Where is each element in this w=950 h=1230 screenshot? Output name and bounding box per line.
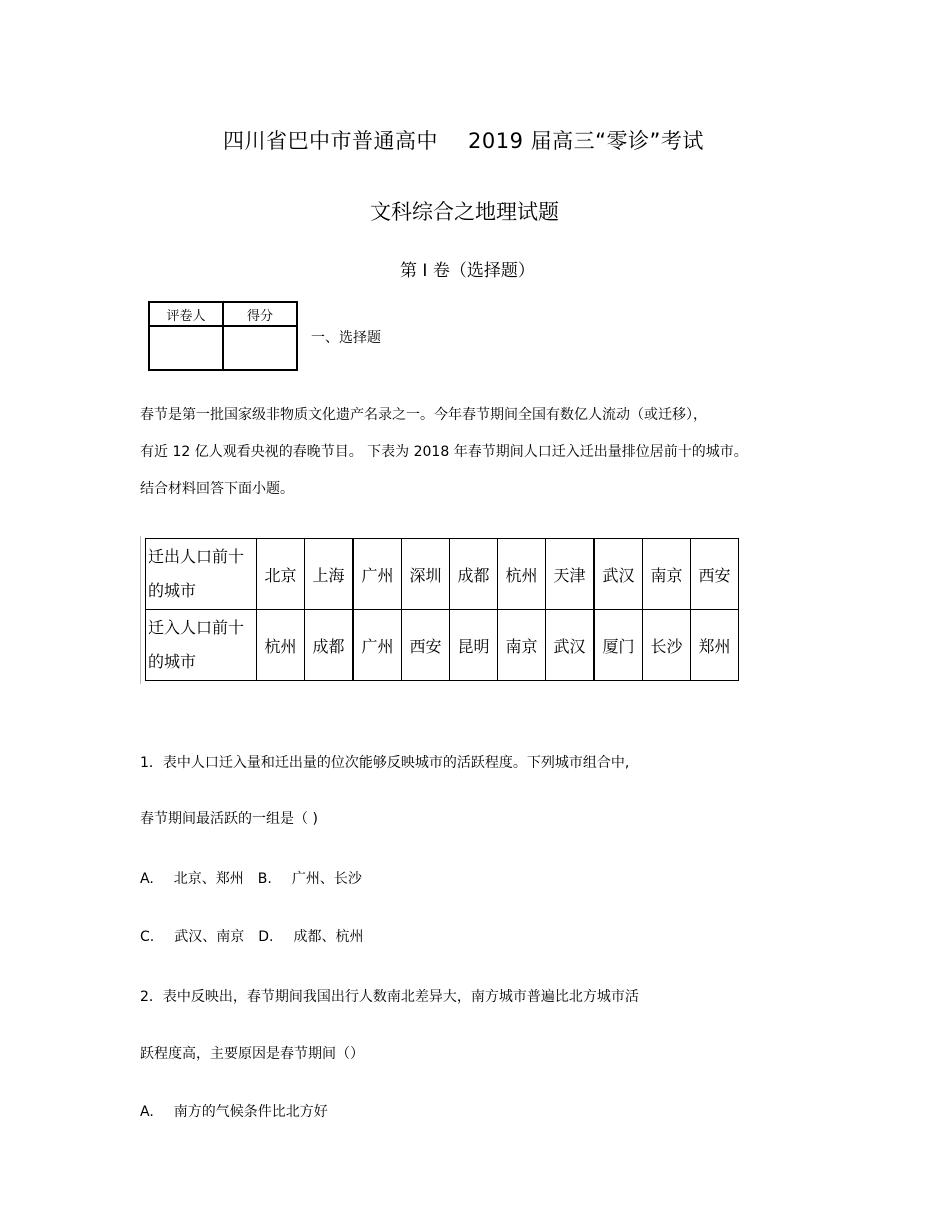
city-cell: 上海 <box>305 539 354 610</box>
city-cell: 南京 <box>498 610 546 681</box>
option-a-text[interactable]: 南方的气候条件比北方好 <box>173 1104 328 1120</box>
city-cell: 昆明 <box>450 610 498 681</box>
intro-line-3: 结合材料回答下面小题。 <box>140 481 294 497</box>
city-cell: 武汉 <box>546 610 595 681</box>
q1-stem-line-1: 1．表中人口迁入量和迁出量的位次能够反映城市的活跃程度。下列城市组合中, <box>140 755 630 771</box>
option-a-text[interactable]: 北京、郑州 <box>173 871 244 887</box>
q1-stem-line-2: 春节期间最活跃的一组是（ ) <box>140 811 318 827</box>
city-cell: 杭州 <box>498 539 546 610</box>
q2-option-a <box>140 1101 328 1121</box>
city-cell: 武汉 <box>594 539 643 610</box>
row-label: 迁出人口前十 的城市 <box>146 539 257 610</box>
option-a-key[interactable]: A. <box>140 871 154 887</box>
city-cell: 郑州 <box>691 610 739 681</box>
score-label: 得分 <box>223 302 297 326</box>
city-cell: 广州 <box>353 610 402 681</box>
option-b-key[interactable]: B. <box>257 871 272 887</box>
row-label: 迁入人口前十 的城市 <box>146 610 257 681</box>
city-cell: 广州 <box>353 539 402 610</box>
city-cell: 天津 <box>546 539 595 610</box>
table-row <box>146 539 739 610</box>
q1-options-ab <box>140 868 362 888</box>
city-cell: 杭州 <box>257 610 305 681</box>
option-c-key[interactable]: C. <box>140 929 155 945</box>
city-cell: 长沙 <box>643 610 691 681</box>
city-cell: 北京 <box>257 539 305 610</box>
q2-stem-line-2: 跃程度高，主要原因是春节期间（） <box>140 1046 364 1062</box>
city-table <box>145 538 739 681</box>
option-d-key[interactable]: D. <box>258 929 274 945</box>
option-d-text[interactable]: 成都、杭州 <box>293 929 364 945</box>
q1-options-cd <box>140 926 363 946</box>
city-cell: 西安 <box>402 610 450 681</box>
table-row <box>146 610 739 681</box>
q2-stem-line-1: 2．表中反映出，春节期间我国出行人数南北差异大，南方城市普遍比北方城市活 <box>140 989 639 1005</box>
city-cell: 深圳 <box>402 539 450 610</box>
volume-heading: 第 I 卷（选择题） <box>400 261 535 281</box>
city-cell: 成都 <box>305 610 354 681</box>
title-school: 四川省巴中市普通高中 <box>223 129 438 153</box>
city-cell: 成都 <box>450 539 498 610</box>
intro-line-1: 春节是第一批国家级非物质文化遗产名录之一。今年春节期间全国有数亿人流动（或迁移）， <box>140 407 707 423</box>
city-table-frame <box>140 536 741 684</box>
section-heading: 一、选择题 <box>311 330 381 346</box>
intro-line-2: 有近 12 亿人观看央视的春晚节目。 下表为 2018 年春节期间人口迁入迁出量排位居前十的城市。 <box>140 444 748 460</box>
option-b-text[interactable]: 广州、长沙 <box>291 871 362 887</box>
page-subtitle: 文科综合之地理试题 <box>370 200 559 224</box>
city-cell: 西安 <box>691 539 739 610</box>
city-cell: 厦门 <box>594 610 643 681</box>
city-cell: 南京 <box>643 539 691 610</box>
score-cell <box>223 326 297 370</box>
title-exam: 2019 届高三“零诊”考试 <box>468 129 704 153</box>
score-box <box>148 301 298 371</box>
option-a-key[interactable]: A. <box>140 1104 154 1120</box>
option-c-text[interactable]: 武汉、南京 <box>174 929 245 945</box>
page-title <box>223 125 704 155</box>
grader-label: 评卷人 <box>149 302 223 326</box>
grader-cell <box>149 326 223 370</box>
